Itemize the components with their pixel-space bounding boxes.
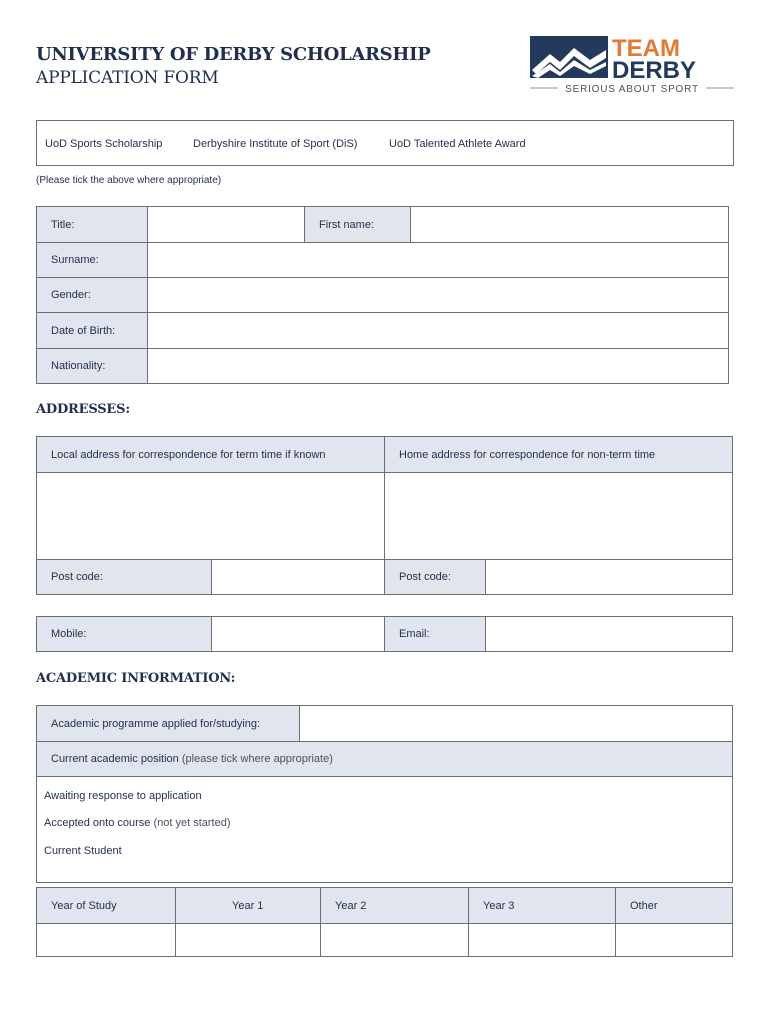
surname-field[interactable] [148,243,729,278]
title-field[interactable] [148,207,305,243]
year-of-study-table [36,887,733,957]
scholarship-option-talented-athlete[interactable]: UoD Talented Athlete Award [389,138,526,150]
scholarship-options-box [36,120,734,166]
option-accepted[interactable] [44,817,231,829]
position-options-cell [37,777,733,883]
academic-heading: ACADEMIC INFORMATION: [36,671,236,686]
year-2-header: Year 2 [335,899,367,912]
scholarship-option-uod-sports[interactable]: UoD Sports Scholarship [45,138,163,150]
option-awaiting-response[interactable] [44,790,202,802]
year-1-field[interactable] [176,924,321,957]
position-label-note: (please tick where appropriate) [181,753,333,765]
academic-table [36,705,733,883]
year-3-field[interactable] [469,924,616,957]
email-field[interactable] [486,617,733,652]
year-1-header: Year 1 [232,899,264,912]
email-label-cell [385,617,486,652]
home-postcode-field[interactable] [486,560,733,595]
option-current-student-text: Current Student [44,845,122,857]
local-postcode-label: Post code: [51,571,103,583]
mobile-field[interactable] [212,617,385,652]
logo-word-team: TEAM [612,36,680,62]
other-header-cell [616,888,733,924]
nationality-label: Nationality: [51,360,106,372]
year-1-header-cell [176,888,321,924]
local-address-field[interactable] [37,473,385,560]
year-of-study-field[interactable] [37,924,176,957]
addresses-table [36,436,733,595]
scholarship-option-dis[interactable]: Derbyshire Institute of Sport (DiS) [193,138,358,150]
position-label-text: Current academic position [51,753,179,765]
logo-tagline: SERIOUS ABOUT SPORT [565,84,699,95]
year-2-header-cell [321,888,469,924]
home-postcode-label: Post code: [399,571,451,583]
addresses-heading: ADDRESSES: [36,402,130,417]
logo-word-derby: DERBY [612,57,697,84]
dob-field[interactable] [148,313,729,349]
home-address-field[interactable] [385,473,733,560]
programme-label: Academic programme applied for/studying: [51,717,261,730]
year-of-study-label: Year of Study [51,899,117,912]
first-name-field[interactable] [411,207,729,243]
home-postcode-label-cell [385,560,486,595]
gender-label: Gender: [51,289,91,301]
gender-field[interactable] [148,278,729,313]
local-postcode-label-cell [37,560,212,595]
position-label [51,753,333,765]
local-address-label-cell [37,437,385,473]
home-address-label: Home address for correspondence for non-term time [399,448,656,461]
first-name-label: First name: [319,218,375,231]
email-label: Email: [399,628,430,640]
mobile-label: Mobile: [51,628,87,640]
form-title: UNIVERSITY OF DERBY SCHOLARSHIP [36,44,431,65]
year-3-header-cell [469,888,616,924]
title-label-cell [37,207,148,243]
other-field[interactable] [616,924,733,957]
option-awaiting-response-text: Awaiting response to application [44,790,202,802]
gender-label-cell [37,278,148,313]
local-postcode-field[interactable] [212,560,385,595]
surname-label-cell [37,243,148,278]
mountain-logo-icon [530,36,734,96]
mobile-label-cell [37,617,212,652]
local-address-label: Local address for correspondence for term time if known [51,448,326,461]
title-label: Title: [51,218,75,231]
year-3-header: Year 3 [483,899,515,912]
contact-table [36,616,733,652]
other-header: Other [630,899,658,912]
option-accepted-text: Accepted onto course [44,817,151,829]
nationality-label-cell [37,349,148,384]
programme-label-cell [37,706,300,742]
surname-label: Surname: [51,254,99,266]
first-name-label-cell [305,207,411,243]
year-2-field[interactable] [321,924,469,957]
year-of-study-label-cell [37,888,176,924]
tick-instruction: (Please tick the above where appropriate) [36,175,222,186]
programme-field[interactable] [300,706,733,742]
form-subtitle: APPLICATION FORM [36,68,219,88]
team-derby-logo [530,36,734,96]
home-address-label-cell [385,437,733,473]
option-accepted-note: (not yet started) [153,817,231,829]
nationality-field[interactable] [148,349,729,384]
position-label-cell [37,742,733,777]
dob-label: Date of Birth: [51,324,116,337]
dob-label-cell [37,313,148,349]
option-current-student[interactable] [44,845,122,857]
personal-details-table [36,206,729,384]
